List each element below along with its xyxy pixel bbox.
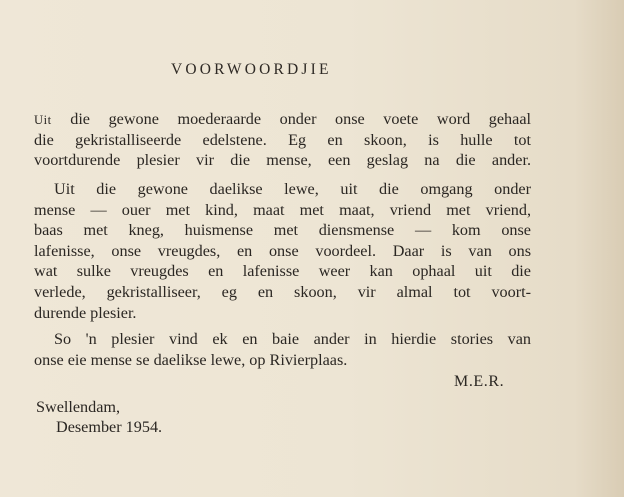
author-signature: M.E.R.: [454, 373, 505, 390]
paragraph-1: [34, 109, 531, 171]
date-line: Desember 1954.: [56, 418, 163, 436]
text-line: verlede, gekristalliseer, eg en skoon, vir almal tot voort-: [34, 282, 531, 301]
text-line-content: die gewone moederaarde onder onse voete word gehaal: [70, 110, 531, 128]
text-line: Uit die gewone daelikse lewe, uit die omgang onder: [54, 180, 531, 198]
text-line: onse eie mense se daelikse lewe, op Rivierplaas.: [34, 350, 348, 369]
text-line: [34, 109, 531, 130]
drop-word: Uit: [34, 113, 52, 127]
text-line: mense — ouer met kind, maat met maat, vriend met vriend,: [34, 200, 531, 219]
text-line: lafenisse, onse vreugdes, en onse voordeel. Daar is van ons: [34, 241, 531, 260]
paragraph-3: [34, 329, 531, 370]
text-line: voortdurende plesier vir die mense, een geslag na die ander.: [34, 151, 531, 170]
text-line: wat sulke vreugdes en lafenisse weer kan ophaal uit die: [34, 262, 531, 281]
page-title: VOORWOORDJIE: [171, 61, 332, 78]
paragraph-2: [34, 179, 531, 323]
text-line: baas met kneg, huismense met diensmense — kom onse: [34, 221, 531, 240]
text-line: durende plesier.: [34, 303, 137, 322]
place-line: Swellendam,: [36, 398, 121, 416]
text-line: So 'n plesier vind ek en baie ander in hierdie stories van: [54, 330, 531, 348]
text-line: die gekristalliseerde edelstene. Eg en skoon, is hulle tot: [34, 130, 531, 149]
